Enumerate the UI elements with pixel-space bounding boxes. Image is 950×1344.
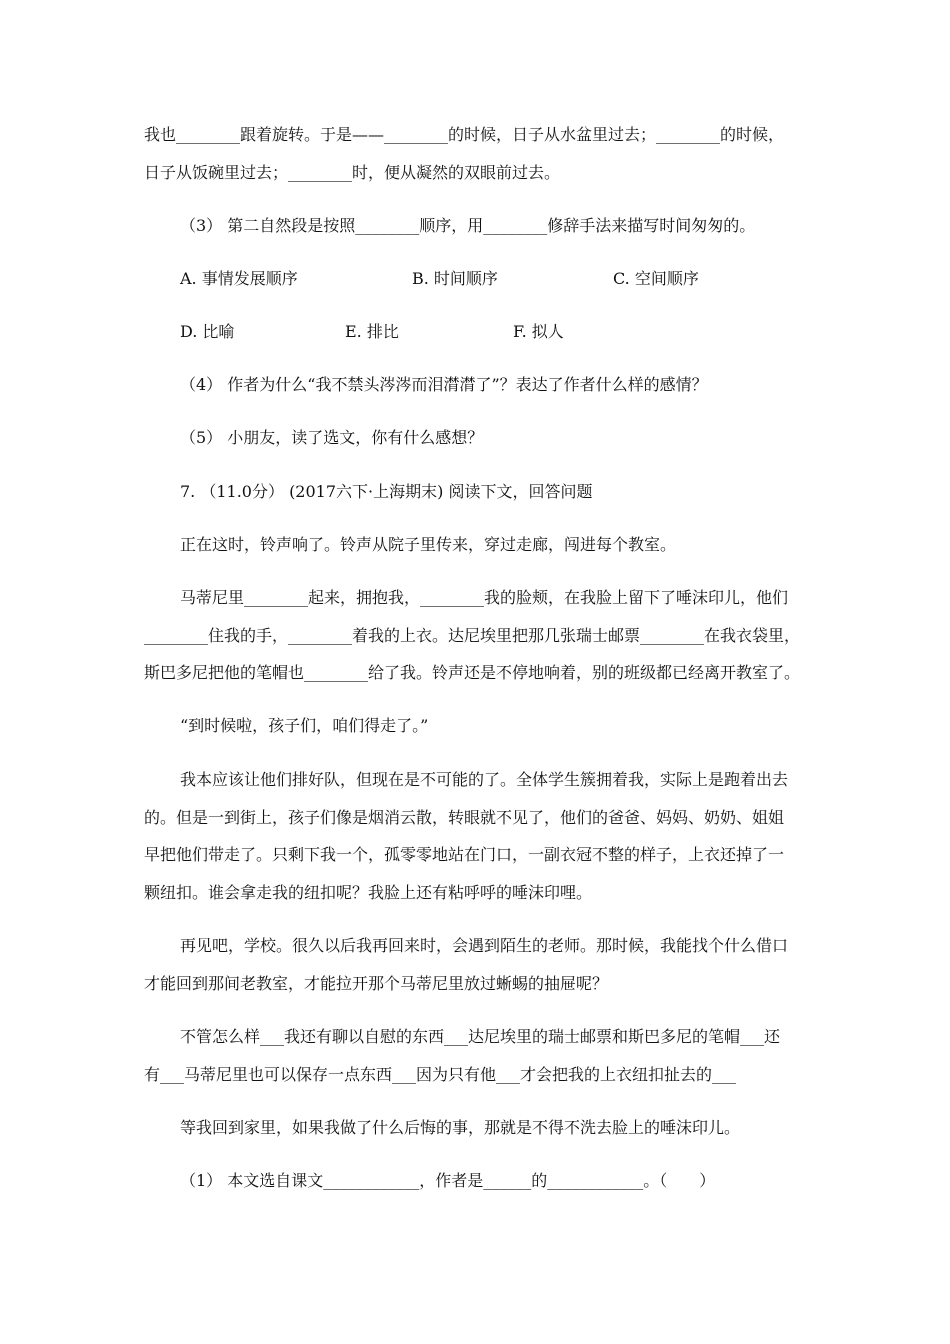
- passage-line-3: ________住我的手，________着我的上衣。达尼埃里把那几张瑞士邮票________在我衣袋里，: [144, 626, 801, 645]
- option-c: C. 空间顺序: [613, 269, 699, 288]
- option-e: E. 排比: [345, 322, 399, 341]
- question-7-header: 7. （11.0分） (2017六下·上海期末) 阅读下文，回答问题: [180, 482, 593, 501]
- option-b: B. 时间顺序: [412, 269, 498, 288]
- passage-line-9: 颗纽扣。谁会拿走我的纽扣呢？我脸上还有粘呼呼的唾沫印哩。: [144, 883, 593, 902]
- passage-line-8: 早把他们带走了。只剩下我一个，孤零零地站在门口，一副衣冠不整的样子，上衣还掉了一: [144, 845, 785, 864]
- passage-line-6: 我本应该让他们排好队，但现在是不可能的了。全体学生簇拥着我，实际上是跑着出去: [180, 770, 789, 789]
- option-d: D. 比喻: [180, 322, 235, 341]
- question-7-1: （1） 本文选自课文____________，作者是______的____________。（ ）: [180, 1171, 716, 1190]
- passage-line-1: 正在这时，铃声响了。铃声从院子里传来，穿过走廊，闯进每个教室。: [180, 535, 677, 554]
- option-f: F. 拟人: [513, 322, 564, 341]
- passage-line-5: “到时候啦，孩子们，咱们得走了。”: [180, 716, 429, 735]
- passage-line-10: 再见吧，学校。很久以后我再回来时，会遇到陌生的老师。那时候，我能找个什么借口: [180, 936, 789, 955]
- passage-line-11: 才能回到那间老教室，才能拉开那个马蒂尼里放过蜥蜴的抽屉呢？: [144, 974, 609, 993]
- text-line-2: 日子从饭碗里过去；________时，便从凝然的双眼前过去。: [144, 163, 561, 182]
- question-4: （4） 作者为什么“我不禁头涔涔而泪潸潸了”？表达了作者什么样的感情？: [180, 375, 708, 394]
- passage-line-7: 的。但是一到街上，孩子们像是烟消云散，转眼就不见了，他们的爸爸、妈妈、奶奶、姐姐: [144, 808, 785, 827]
- passage-line-13: 有___马蒂尼里也可以保存一点东西___因为只有他___才会把我的上衣纽扣扯去的___: [144, 1065, 737, 1084]
- question-3: （3） 第二自然段是按照________顺序，用________修辞手法来描写时间匆匆的。: [180, 216, 756, 235]
- option-a: A. 事情发展顺序: [180, 269, 298, 288]
- question-5: （5） 小朋友，读了选文，你有什么感想？: [180, 428, 484, 447]
- passage-line-12: 不管怎么样___我还有聊以自慰的东西___达尼埃里的瑞士邮票和斯巴多尼的笔帽___还: [180, 1027, 781, 1046]
- passage-line-2: 马蒂尼里________起来，拥抱我，________我的脸颊，在我脸上留下了唾沫印儿，他们: [180, 588, 789, 607]
- passage-line-4: 斯巴多尼把他的笔帽也________给了我。铃声还是不停地响着，别的班级都已经离开教室了。: [144, 663, 801, 682]
- text-line-1: 我也________跟着旋转。于是——________的时候，日子从水盆里过去；________的时候，: [144, 125, 785, 144]
- passage-line-14: 等我回到家里，如果我做了什么后悔的事，那就是不得不洗去脸上的唾沫印儿。: [180, 1118, 741, 1137]
